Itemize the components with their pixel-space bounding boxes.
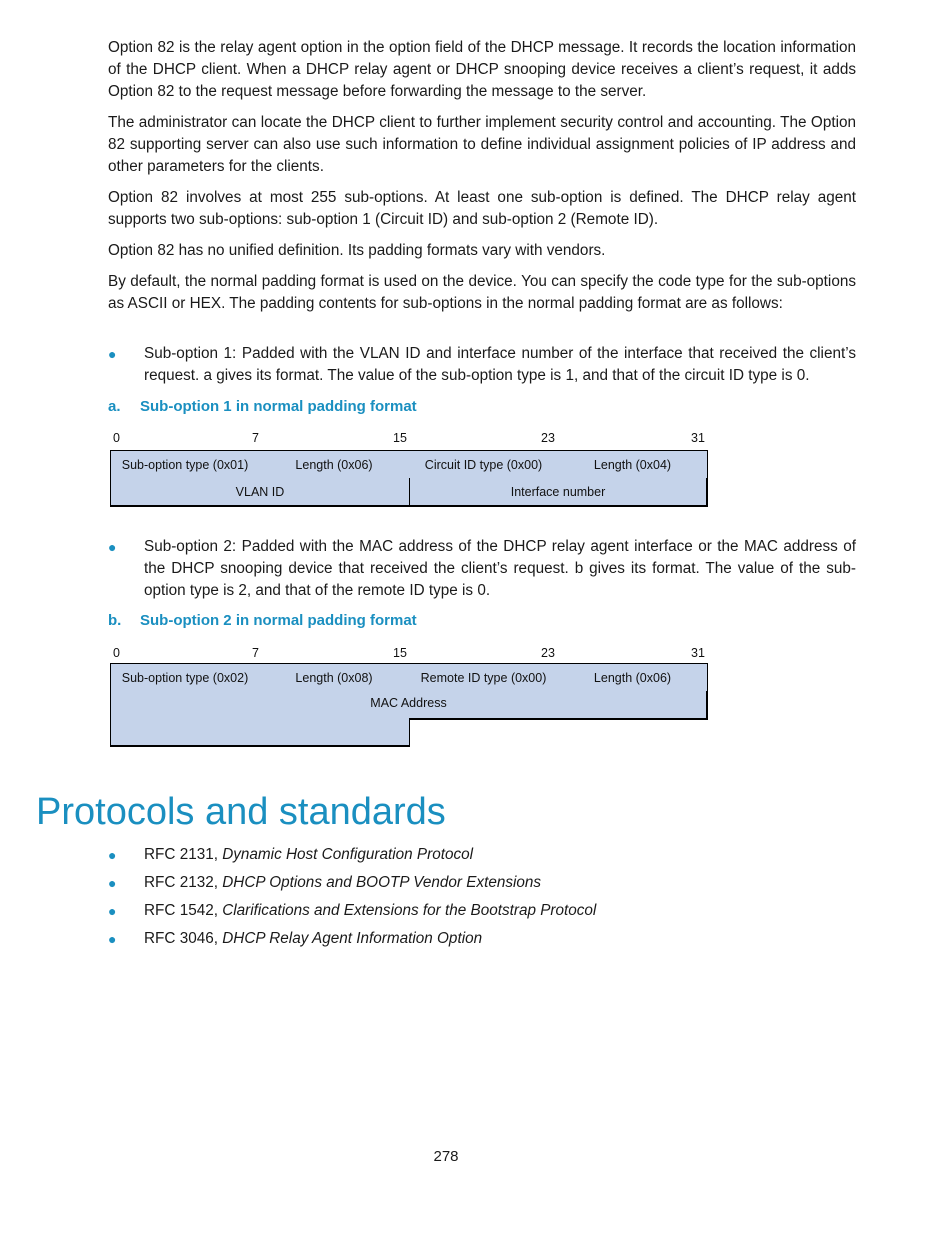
reference-item [108,872,541,894]
figure-a-caption [108,397,417,417]
ruler-bit-23: 23 [541,431,555,445]
reference-title: Dynamic Host Configuration Protocol [222,846,474,863]
field-length: Length (0x04) [558,450,708,479]
field-interface-number: Interface number [409,478,708,507]
field-length: Length (0x06) [259,450,410,479]
ruler-bit-0: 0 [113,431,120,445]
reference-rfc: RFC 2131, [144,846,223,863]
ruler-bit-23: 23 [541,646,555,660]
paragraph-no-unified-definition: Option 82 has no unified definition. Its padding formats vary with vendors. [108,242,606,259]
figure-a-title: Sub-option 1 in normal padding format [140,398,417,415]
ruler-bit-31: 31 [691,431,705,445]
paragraph-option82-intro: Option 82 is the relay agent option in the option field of the DHCP message. It records the location information of the DHCP client. When a DHCP relay agent or DHCP snooping device receives a client’s request, it adds Option 82 to the request message before forwarding the message to the server. [108,39,856,100]
field-remote-id-type: Remote ID type (0x00) [409,663,559,692]
mac-address-step-border [409,718,708,720]
bullet-icon: ● [108,875,117,891]
reference-rfc: RFC 1542, [144,902,223,919]
paragraph-administrator: The administrator can locate the DHCP client to further implement security control and accounting. The Option 82 supporting server can also use such information to define individual assignment policies of IP address and other parameters for the clients. [108,114,856,175]
ruler-bit-7: 7 [252,646,259,660]
bullet-icon: ● [108,903,117,919]
section-heading: Protocols and standards [36,791,446,833]
reference-item [108,844,473,866]
reference-title: Clarifications and Extensions for the Bootstrap Protocol [222,902,597,919]
bullet-icon: ● [108,847,117,863]
field-length: Length (0x08) [259,663,410,692]
bullet-suboption2 [108,536,856,602]
reference-title: DHCP Relay Agent Information Option [222,930,483,947]
field-mac-address-continuation [110,719,410,747]
figure-b-letter: b. [108,612,122,629]
figure-b-title: Sub-option 2 in normal padding format [140,612,417,629]
ruler-bit-0: 0 [113,646,120,660]
field-suboption-type: Sub-option type (0x02) [110,663,260,692]
ruler-bit-31: 31 [691,646,705,660]
figure-b-caption [108,611,417,631]
reference-item [108,900,596,922]
bullet-icon: ● [108,539,117,555]
bullet-icon: ● [108,931,117,947]
reference-rfc: RFC 2132, [144,874,223,891]
paragraph-default-padding: By default, the normal padding format is used on the device. You can specify the code type for the sub-options as ASCII or HEX. The padding contents for sub-options in the normal padding format are as follows: [108,273,856,312]
ruler-bit-7: 7 [252,431,259,445]
field-mac-address: MAC Address [110,691,708,719]
field-vlan-id: VLAN ID [110,478,410,507]
field-length: Length (0x06) [558,663,708,692]
reference-rfc: RFC 3046, [144,930,223,947]
field-suboption-type: Sub-option type (0x01) [110,450,260,479]
reference-item [108,928,482,950]
ruler-bit-15: 15 [393,646,407,660]
page-number: 278 [433,1148,459,1165]
bullet-suboption2-text: Sub-option 2: Padded with the MAC address of the DHCP relay agent interface or the MAC address of the DHCP snooping device that received the client’s request. b gives its format. The value of the sub-option type is 2, and that of the remote ID type is 0. [144,538,856,599]
reference-title: DHCP Options and BOOTP Vendor Extensions [222,874,542,891]
field-circuit-id-type: Circuit ID type (0x00) [409,450,559,479]
bullet-suboption1-text: Sub-option 1: Padded with the VLAN ID and interface number of the interface that received the client’s request. a gives its format. The value of the sub-option type is 1, and that of the circuit ID type is 0. [144,345,856,384]
ruler-bit-15: 15 [393,431,407,445]
figure-a-letter: a. [108,398,121,415]
bullet-icon: ● [108,346,117,362]
bullet-suboption1 [108,343,856,387]
paragraph-suboptions: Option 82 involves at most 255 sub-options. At least one sub-option is defined. The DHCP relay agent supports two sub-options: sub-option 1 (Circuit ID) and sub-option 2 (Remote ID). [108,189,856,228]
